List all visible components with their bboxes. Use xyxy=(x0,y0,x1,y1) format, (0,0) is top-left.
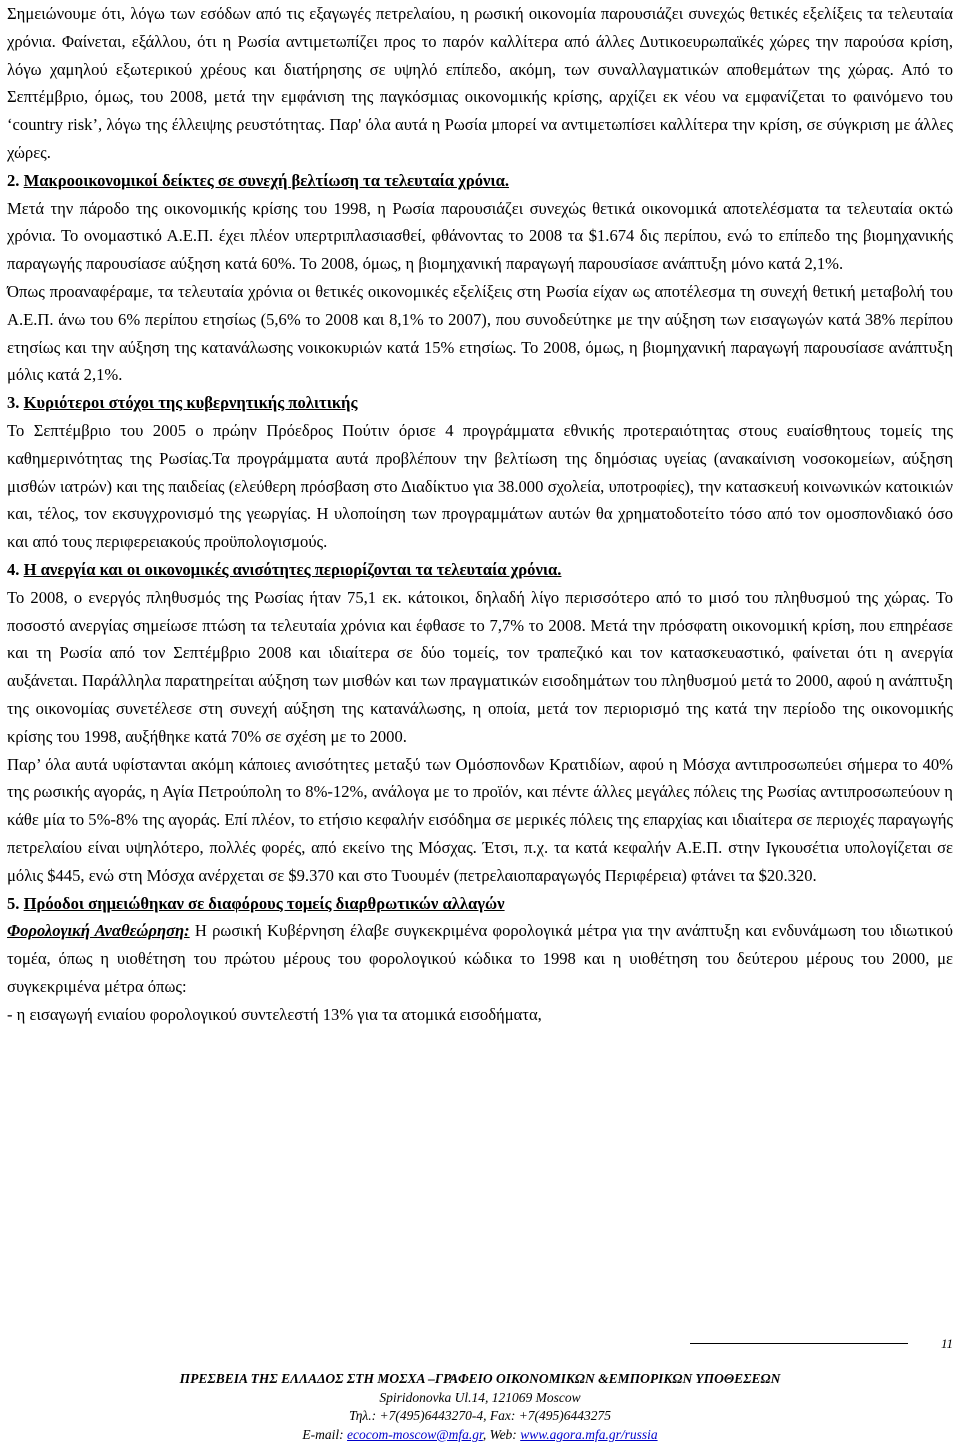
web-link[interactable]: www.agora.mfa.gr/russia xyxy=(520,1426,658,1442)
page-number: 11 xyxy=(940,1336,953,1351)
footer-contact xyxy=(0,1426,960,1445)
email-link[interactable]: ecocom-moscow@mfa.gr xyxy=(347,1426,483,1442)
paragraph: Το Σεπτέμβριο του 2005 ο πρώην Πρόεδρος Πούτιν όρισε 4 προγράμματα εθνικής προτεραιότητας στους ευαίσθητους τομείς της καθημερινότητας της Ρωσίας.Τα προγράμματα αυτά προβλέπουν την βελτίωση της δημόσιας υγείας (ανακαίνιση νοσοκομείων, αύξηση μισθών ιατρών) και της παιδείας (ελεύθερη πρόσβαση στο Διαδίκτυο για 38.000 σχολεία, υποτροφίες), την κατασκευή κοινωνικών κατοικιών και, τέλος, τον εκσυγχρονισμό της γεωργίας. Η υλοποίηση των προγραμμάτων αυτών θα χρηματοδοτείτο τόσο από τον ομοσπονδιακό όσο και από τους περιφερειακούς προϋπολογισμούς. xyxy=(7,420,953,552)
page-footer xyxy=(0,1370,960,1444)
paragraph xyxy=(7,917,953,1000)
paragraph: Σημειώνουμε ότι, λόγω των εσόδων από τις εξαγωγές πετρελαίου, η ρωσική οικονομία παρουσιάζει συνεχώς θετικές εξελίξεις τα τελευταία χρόνια. Φαίνεται, εξάλλου, ότι η Ρωσία αντιμετωπίζει προς το παρόν καλλίτερα από άλλες Δυτικοευρωπαϊκές χώρες την παρούσα κρίση, λόγω χαμηλού εξωτερικού χρέους και διατήρησης σε υψηλό επίπεδο, ακόμη, των συναλλαγματικών αποθεμάτων της χώρας. Από το Σεπτέμβριο, όμως, του 2008, μετά την εμφάνιση της παγκόσμιας οικονομικής κρίσης, αρχίζει εκ νέου να εμφανίζεται το φαινόμενο του ‘country risk’, λόγω της έλλειψης ρευστότητας. Παρ' όλα αυτά η Ρωσία μπορεί να αντιμετωπίσει καλλίτερα την κρίση, σε σύγκριση με άλλες χώρες. xyxy=(7,4,953,162)
footer-phone: Τηλ.: +7(495)6443270-4, Fax: +7(495)6443275 xyxy=(348,1408,612,1424)
document-body xyxy=(7,0,953,1028)
paragraph-text: Η ρωσική Κυβέρνηση έλαβε συγκεκριμένα φορολογικά μέτρα για την ανάπτυξη και ενδυνάμωση του ιδιωτικού τομέα, όπως η υιοθέτηση του πρώτου μέρους του φορολογικού κώδικα το 1998 και η υιοθέτηση του δεύτερου μέρους του 2000, με συγκεκριμένα μέτρα όπως: xyxy=(7,921,954,996)
section-number: 5. xyxy=(7,893,24,913)
footer-rule xyxy=(690,1343,908,1344)
footer-organization: ΠΡΕΣΒΕΙΑ ΤΗΣ ΕΛΛΑΔΟΣ ΣΤΗ ΜΟΣΧΑ –ΓΡΑΦΕΙΟ ΟΙΚΟΝΟΜΙΚΩΝ &ΕΜΠΟΡΙΚΩΝ ΥΠΟΘΕΣΕΩΝ xyxy=(179,1371,781,1386)
section-number: 2. xyxy=(7,170,24,190)
section-title: Μακροοικονομικοί δείκτες σε συνεχή βελτίωση τα τελευταία χρόνια. xyxy=(23,170,509,190)
paragraph: Μετά την πάροδο της οικονομικής κρίσης του 1998, η Ρωσία παρουσιάζει συνεχώς θετικά οικονομικά αποτελέσματα τα τελευταία οκτώ χρόνια. Το ονομαστικό Α.Ε.Π. έχει πλέον υπερτριπλασιασθεί, φθάνοντας το 2008 τα $1.674 δις περίπου, ενώ το επίπεδο της βιομηχανικής παραγωγής παρουσίασε αύξηση κατά 60%. Το 2008, όμως, η βιομηχανική παραγωγή παρουσίασε ανάπτυξη μόνο κατά 2,1%. xyxy=(7,198,953,274)
section-heading-2 xyxy=(7,167,953,195)
email-label: E-mail: xyxy=(302,1426,348,1442)
paragraph: Παρ’ όλα αυτά υφίστανται ακόμη κάποιες ανισότητες μεταξύ των Ομόσπονδων Κρατιδίων, αφού η Μόσχα αντιπροσωπεύει σήμερα το 40% της ρωσικής αγοράς, η Αγία Πετρούπολη το 8%-12%, ανάλογα με το προϊόν, και πέντε άλλες μεγάλες πόλεις της Ρωσίας αντιπροσωπεύουν η κάθε μία το 5%-8% της αγοράς. Επί πλέον, το ετήσιο κεφαλήν εισόδημα σε μερικές πόλεις της επαρχίας και ιδιαίτερα σε περιοχές παραγωγής πετρελαίου είναι υψηλότερο, πολλές φορές, από εκείνο της Μόσχας. Έτσι, π.χ. τα κατά κεφαλήν Α.Ε.Π. στην Ιγκουσέτια υπολογίζεται σε μόλις $445, ενώ στη Μόσχα ανέρχεται σε $9.370 και στο Τυουμέν (πετρελαιοπαραγωγός Περιφέρεια) φτάνει τα $20.320. xyxy=(7,754,953,885)
footer-address: Spiridonovka Ul.14, 121069 Moscow xyxy=(379,1389,581,1405)
web-label: , Web: xyxy=(482,1426,521,1442)
section-title: Η ανεργία και οι οικονομικές ανισότητες περιορίζονται τα τελευταία χρόνια. xyxy=(23,559,562,579)
section-number: 4. xyxy=(7,559,24,579)
section-title: Πρόοδοι σημειώθηκαν σε διαφόρους τομείς διαρθρωτικών αλλαγών xyxy=(23,893,505,913)
list-item: - η εισαγωγή ενιαίου φορολογικού συντελεστή 13% για τα ατομικά εισοδήματα, xyxy=(7,1004,542,1024)
section-heading-5 xyxy=(7,890,953,918)
section-number: 3. xyxy=(7,393,24,413)
paragraph: Το 2008, ο ενεργός πληθυσμός της Ρωσίας ήταν 75,1 εκ. κάτοικοι, δηλαδή λίγο περισσότερο από το μισό του πληθυσμού της χώρας. Το ποσοστό ανεργίας σημείωσε πτώση τα τελευταία χρόνια και έφθασε το 7,7% το 2008. Μετά την πρόσφατη οικονομική κρίση, που επηρέασε και τη Ρωσία από τον Σεπτέμβριο 2008 και ιδιαίτερα σε δύο τομείς, τον τραπεζικό και τον κατασκευαστικό, φαίνεται ότι η ανεργία αυξάνεται. Παράλληλα παρατηρείται αύξηση των μισθών και των πραγματικών εισοδημάτων του πληθυσμού μετά το 2000, αφού η ανάπτυξη της οικονομίας συνετέλεσε στη συνεχή αύξηση της κατανάλωσης, η οποία, μετά τον περιορισμό της κατά την περίοδο της οικονομικής κρίσης του 1998, αυξήθηκε κατά 70% σε σχέση με το 2000. xyxy=(7,587,953,746)
section-title: Κυριότεροι στόχοι της κυβερνητικής πολιτικής xyxy=(23,393,358,413)
section-heading-3 xyxy=(7,389,953,417)
term-tax-reform: Φορολογική Αναθεώρηση: xyxy=(7,921,190,941)
paragraph: Όπως προαναφέραμε, τα τελευταία χρόνια οι θετικές οικονομικές εξελίξεις στη Ρωσία είχαν ως αποτέλεσμα τη συνεχή θετική μεταβολή του Α.Ε.Π. άνω του 6% περίπου ετησίως (5,6% το 2008 και 8,1% το 2007), που συνοδεύτηκε με την αύξηση των εισαγωγών κατά 38% περίπου ετησίως και την αύξηση της κατανάλωσης νοικοκυριών κατά 15% ετησίως. Το 2008, όμως, η βιομηχανική παραγωγή παρουσίασε ανάπτυξη μόλις κατά 2,1%. xyxy=(7,281,953,385)
section-heading-4 xyxy=(7,556,953,584)
